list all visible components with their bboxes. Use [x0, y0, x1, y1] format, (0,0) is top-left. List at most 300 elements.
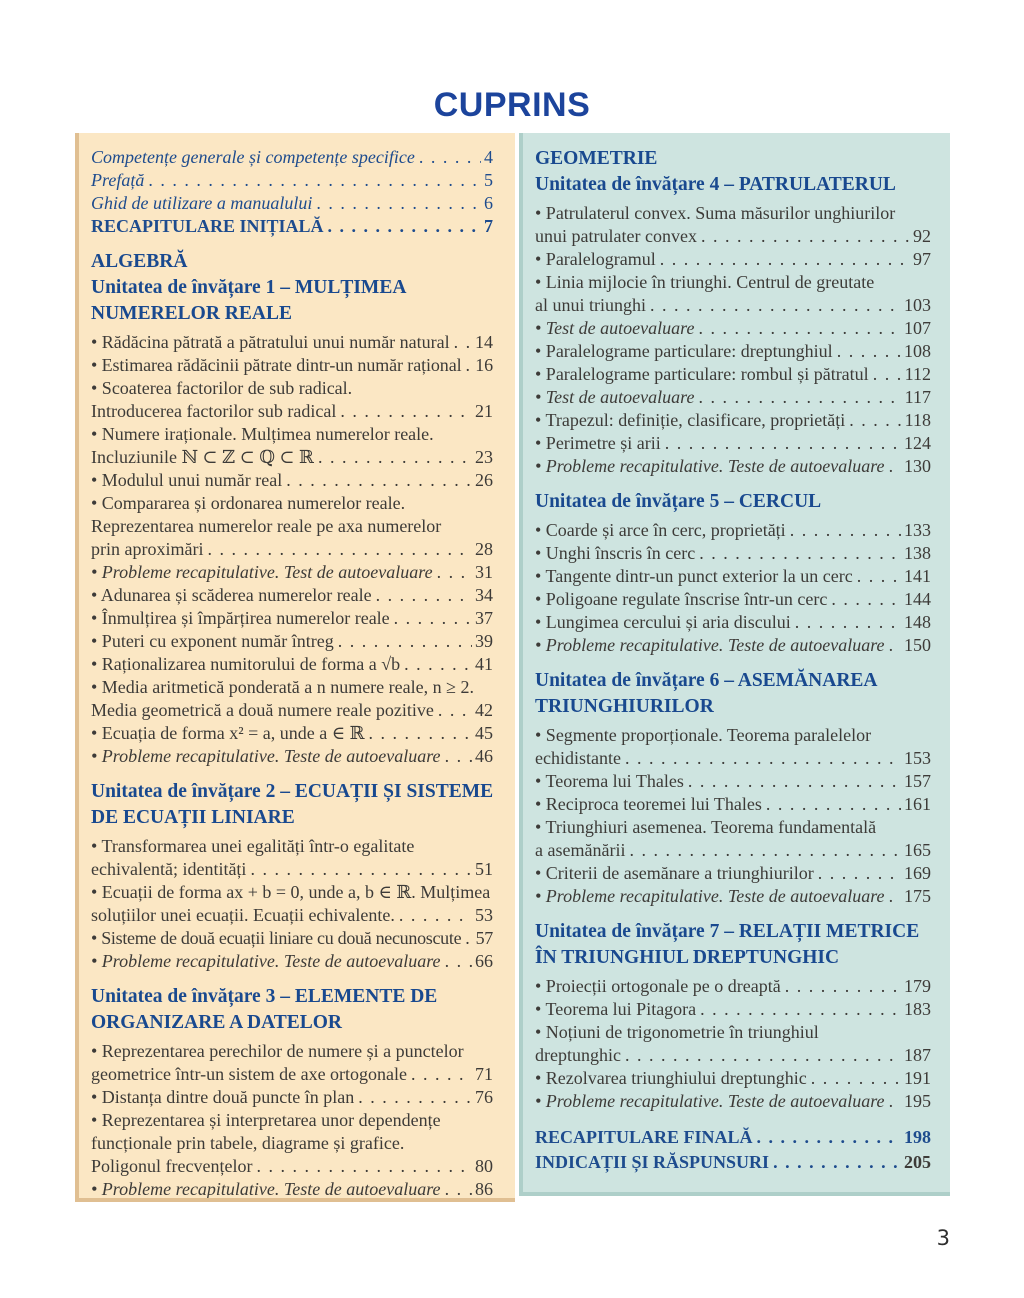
- toc-entry: [91, 331, 493, 354]
- toc-entry-line: • Compararea și ordonarea numerelor reale.: [91, 493, 406, 513]
- toc-entry-lastline: [535, 862, 931, 885]
- toc-entry-lastline: [535, 1090, 931, 1113]
- section-heading-line: Unitatea de învățare 3 – ELEMENTE DE: [91, 986, 438, 1007]
- section-heading-line: ORGANIZARE A DATELOR: [91, 1012, 343, 1033]
- toc-entry: [535, 202, 931, 248]
- section-heading-line: Unitatea de învățare 5 – CERCUL: [535, 491, 822, 512]
- toc-entry-lastline: [91, 215, 493, 238]
- dot-leader: [340, 400, 472, 423]
- toc-entry-page: 108: [904, 341, 931, 361]
- toc-entry-lastline: [91, 630, 493, 653]
- toc-entry-line: • Reprezentarea perechilor de numere și a punctelor: [91, 1041, 464, 1061]
- toc-entry-lastline: [535, 294, 931, 317]
- dot-leader: [256, 1155, 472, 1178]
- toc-entry-text: al unui triunghi: [535, 295, 646, 315]
- toc-entry-lastline: [535, 611, 931, 634]
- toc-entry-page: 150: [904, 635, 931, 655]
- toc-entry-text: • Coarde și arce în cerc, proprietăți: [535, 520, 786, 540]
- toc-entry-text: • Unghi înscris în cerc: [535, 543, 696, 563]
- toc-entry-lastline: [535, 542, 931, 565]
- page-number: 3: [936, 1226, 950, 1250]
- toc-entry-text: • Probleme recapitulative. Teste de autoevaluare: [535, 886, 885, 906]
- toc-entry-text: RECAPITULARE INIȚIALĂ: [91, 216, 324, 236]
- toc-entry: [535, 588, 931, 611]
- toc-entry-lastline: [535, 363, 931, 386]
- toc-entry: [91, 146, 493, 169]
- toc-entry-lastline: [535, 1125, 931, 1150]
- toc-entry-text: • Probleme recapitulative. Teste de autoevaluare: [535, 1091, 885, 1111]
- toc-entry-line: • Scoaterea factorilor de sub radical.: [91, 378, 353, 398]
- toc-entry: [91, 676, 493, 722]
- toc-entry: [91, 1178, 493, 1201]
- toc-entry-text: Ghid de utilizare a manualului: [91, 193, 313, 213]
- toc-entry-line: Reprezentarea numerelor reale pe axa numerelor: [91, 516, 442, 536]
- toc-entry-lastline: [535, 634, 931, 657]
- toc-entry: [91, 215, 493, 238]
- toc-entry-lastline: [91, 927, 493, 950]
- toc-entry-page: 86: [475, 1179, 493, 1199]
- toc-entry-page: 133: [904, 520, 931, 540]
- toc-entry-page: 14: [475, 332, 493, 352]
- section-heading-line: Unitatea de învățare 7 – RELAȚII METRICE: [535, 921, 920, 942]
- toc-entry-lastline: [535, 317, 931, 340]
- toc-entry-text: • Ecuația de forma x² = a, unde a ∈ ℝ: [91, 723, 365, 743]
- dot-leader: [318, 446, 472, 469]
- toc-entry-lastline: [535, 793, 931, 816]
- toc-entry-lastline: [91, 584, 493, 607]
- right-column-panel: [519, 133, 950, 1196]
- toc-entry: [535, 611, 931, 634]
- toc-entry-text: prin aproximări: [91, 539, 204, 559]
- toc-entry-page: 107: [904, 318, 931, 338]
- dot-leader: [818, 862, 901, 885]
- toc-entry-page: 141: [904, 566, 931, 586]
- toc-entry-line: • Linia mijlocie în triunghi. Centrul de greutate: [535, 272, 875, 292]
- dot-leader: [207, 538, 472, 561]
- toc-entry: [535, 634, 931, 657]
- dot-leader: [286, 469, 472, 492]
- toc-entry: [91, 1040, 493, 1086]
- dot-leader: [376, 584, 472, 607]
- end-matter-block: [535, 1125, 931, 1175]
- toc-entry-page: 112: [904, 364, 931, 384]
- dot-leader: [688, 770, 901, 793]
- toc-entry-text: • Tangente dintr-un punct exterior la un cerc: [535, 566, 853, 586]
- toc-entry-page: 4: [484, 147, 493, 167]
- toc-entry-text: Poligonul frecvențelor: [91, 1156, 253, 1176]
- toc-section: [91, 779, 493, 973]
- toc-entry-page: 130: [904, 456, 931, 476]
- toc-entry-lastline: [535, 455, 931, 478]
- toc-entry: [535, 386, 931, 409]
- toc-entry: [91, 607, 493, 630]
- toc-entry-line: • Transformarea unei egalități într-o egalitate: [91, 836, 415, 856]
- toc-entry: [91, 630, 493, 653]
- dot-leader: [625, 1044, 901, 1067]
- toc-entry-page: 53: [475, 905, 493, 925]
- section-heading-line: DE ECUAȚII LINIARE: [91, 807, 295, 828]
- toc-entry-lastline: [535, 340, 931, 363]
- toc-entry-page: 148: [904, 612, 931, 632]
- toc-entry-text: Media geometrică a două numere reale pozitive: [91, 700, 434, 720]
- toc-entry-lastline: [535, 975, 931, 998]
- toc-entry-lastline: [91, 858, 493, 881]
- dot-leader: [445, 745, 472, 768]
- toc-entry-page: 80: [475, 1156, 493, 1176]
- dot-leader: [369, 722, 472, 745]
- toc-entry: [91, 1109, 493, 1178]
- toc-entry-text: • Probleme recapitulative. Teste de autoevaluare: [535, 456, 885, 476]
- toc-entry-page: 169: [904, 863, 931, 883]
- toc-entry: [91, 722, 493, 745]
- toc-entry-text: a asemănării: [535, 840, 626, 860]
- toc-entry: [91, 423, 493, 469]
- dot-leader: [399, 904, 472, 927]
- toc-section: [91, 249, 493, 768]
- toc-entry-page: 144: [904, 589, 931, 609]
- toc-entry-line: • Segmente proporționale. Teorema paralelelor: [535, 725, 872, 745]
- toc-section: [535, 668, 931, 908]
- toc-entry-lastline: [535, 432, 931, 455]
- dot-leader: [790, 519, 901, 542]
- toc-entry-page: 191: [904, 1068, 931, 1088]
- toc-entry: [91, 561, 493, 584]
- dot-leader: [857, 565, 901, 588]
- toc-entry-lastline: [91, 722, 493, 745]
- toc-entry: [91, 950, 493, 973]
- toc-entry-text: • Paralelograme particulare: dreptunghiul: [535, 341, 833, 361]
- dot-leader: [700, 998, 901, 1021]
- dot-leader: [665, 432, 901, 455]
- toc-entry-page: 45: [475, 723, 493, 743]
- toc-entry-text: INDICAȚII ȘI RĂSPUNSURI: [535, 1152, 770, 1172]
- dot-leader: [411, 1063, 472, 1086]
- toc-entry-page: 153: [904, 748, 931, 768]
- dot-leader: [328, 215, 481, 238]
- toc-entry: [535, 1125, 931, 1150]
- section-heading: [91, 249, 493, 327]
- dot-leader: [698, 317, 901, 340]
- toc-entry: [535, 1150, 931, 1175]
- toc-entry-text: • Poligoane regulate înscrise într-un cerc: [535, 589, 828, 609]
- toc-entry-page: 7: [484, 216, 493, 236]
- toc-entry-page: 195: [904, 1091, 931, 1111]
- toc-entry: [91, 469, 493, 492]
- toc-entry-page: 21: [475, 401, 493, 421]
- section-heading-line: ALGEBRĂ: [91, 251, 188, 272]
- toc-entry-text: soluțiilor unei ecuații. Ecuații echivalente.: [91, 905, 395, 925]
- toc-entry-text: • Probleme recapitulative. Teste de autoevaluare: [91, 951, 441, 971]
- toc-entry-text: • Test de autoevaluare: [535, 387, 695, 407]
- toc-entry: [535, 862, 931, 885]
- toc-section: [535, 146, 931, 478]
- toc-entry-page: 97: [913, 249, 931, 269]
- toc-entry-lastline: [91, 1178, 493, 1201]
- toc-entry-text: • Lungimea cercului și aria discului: [535, 612, 791, 632]
- toc-entry-text: • Distanța dintre două puncte în plan: [91, 1087, 355, 1107]
- toc-entry: [91, 653, 493, 676]
- toc-entry: [535, 1067, 931, 1090]
- toc-entry-text: • Probleme recapitulative. Teste de autoevaluare: [91, 746, 441, 766]
- toc-entry-page: 28: [475, 539, 493, 559]
- toc-entry-lastline: [91, 469, 493, 492]
- toc-entry: [535, 793, 931, 816]
- dot-leader: [849, 409, 901, 432]
- toc-entry-text: Incluziunile ℕ ⊂ ℤ ⊂ ℚ ⊂ ℝ: [91, 447, 314, 467]
- section-heading: [91, 779, 493, 831]
- toc-entry-text: echidistante: [535, 748, 621, 768]
- section-heading-line: NUMERELOR REALE: [91, 303, 292, 324]
- dot-leader: [445, 950, 472, 973]
- dot-leader: [811, 1067, 901, 1090]
- front-matter-block: [91, 146, 493, 238]
- toc-entry-lastline: [91, 192, 493, 215]
- toc-entry-page: 57: [475, 928, 493, 948]
- toc-entry: [91, 584, 493, 607]
- toc-entry-line: • Reprezentarea și interpretarea unor dependențe: [91, 1110, 441, 1130]
- toc-entry-lastline: [91, 146, 493, 169]
- dot-leader: [889, 455, 901, 478]
- toc-entry-text: • Modulul unui număr real: [91, 470, 283, 490]
- toc-entry-lastline: [91, 653, 493, 676]
- toc-entry-page: 92: [913, 226, 931, 246]
- toc-entry-page: 41: [475, 654, 493, 674]
- dot-leader: [785, 975, 901, 998]
- dot-leader: [773, 1150, 901, 1175]
- toc-entry-page: 175: [904, 886, 931, 906]
- toc-entry-lastline: [535, 885, 931, 908]
- toc-entry-page: 198: [904, 1127, 931, 1147]
- toc-entry-page: 161: [904, 794, 931, 814]
- toc-entry-page: 124: [904, 433, 931, 453]
- toc-entry: [535, 271, 931, 317]
- toc-entry: [91, 745, 493, 768]
- toc-entry-text: • Probleme recapitulative. Test de autoevaluare: [91, 562, 433, 582]
- toc-entry-lastline: [535, 770, 931, 793]
- toc-entry-page: 26: [475, 470, 493, 490]
- dot-leader: [316, 192, 481, 215]
- dot-leader: [831, 588, 901, 611]
- toc-entry-page: 165: [904, 840, 931, 860]
- toc-entry: [91, 354, 493, 377]
- dot-leader: [625, 747, 901, 770]
- toc-entry-text: • Teorema lui Pitagora: [535, 999, 697, 1019]
- section-heading: [535, 489, 931, 515]
- dot-leader: [660, 248, 910, 271]
- dot-leader: [358, 1086, 472, 1109]
- dot-leader: [419, 146, 481, 169]
- dot-leader: [445, 1178, 472, 1201]
- toc-entry-text: • Rădăcina pătrată a pătratului unui număr natural: [91, 332, 450, 352]
- section-heading: [535, 146, 931, 198]
- left-column-panel: [75, 133, 515, 1202]
- dot-leader: [148, 169, 481, 192]
- toc-entry: [535, 885, 931, 908]
- section-heading-line: ÎN TRIUNGHIUL DREPTUNGHIC: [535, 947, 840, 968]
- toc-entry: [535, 770, 931, 793]
- toc-entry-lastline: [91, 538, 493, 561]
- toc-entry-text: geometrice într-un sistem de axe ortogonale: [91, 1064, 408, 1084]
- toc-entry-lastline: [91, 1155, 493, 1178]
- toc-entry-lastline: [91, 169, 493, 192]
- dot-leader: [889, 885, 901, 908]
- toc-entry-lastline: [535, 839, 931, 862]
- toc-entry-text: • Probleme recapitulative. Teste de autoevaluare: [91, 1179, 441, 1199]
- toc-entry: [535, 1021, 931, 1067]
- toc-entry-lastline: [535, 747, 931, 770]
- toc-entry: [535, 363, 931, 386]
- toc-entry-page: 118: [904, 410, 931, 430]
- toc-entry-lastline: [91, 354, 493, 377]
- section-heading-line: Unitatea de învățare 1 – MULȚIMEA: [91, 277, 407, 298]
- toc-entry: [91, 492, 493, 561]
- dot-leader: [889, 634, 901, 657]
- toc-section: [535, 489, 931, 657]
- toc-entry-text: • Perimetre și arii: [535, 433, 661, 453]
- section-heading: [91, 984, 493, 1036]
- toc-entry-lastline: [91, 400, 493, 423]
- toc-entry-lastline: [91, 561, 493, 584]
- toc-entry-lastline: [91, 1063, 493, 1086]
- toc-entry: [535, 542, 931, 565]
- toc-entry-lastline: [91, 699, 493, 722]
- dot-leader: [889, 1090, 901, 1113]
- toc-entry-text: unui patrulater convex: [535, 226, 697, 246]
- toc-entry-line: • Media aritmetică ponderată a n numere reale, n ≥ 2.: [91, 677, 475, 697]
- dot-leader: [701, 225, 910, 248]
- toc-entry-page: 138: [904, 543, 931, 563]
- toc-entry-text: • Trapezul: definiție, clasificare, proprietăți: [535, 410, 846, 430]
- dot-leader: [465, 927, 472, 950]
- dot-leader: [757, 1125, 901, 1150]
- toc-entry-text: Competențe generale și competențe specifice: [91, 147, 415, 167]
- toc-entry-text: Introducerea factorilor sub radical: [91, 401, 337, 421]
- toc-entry: [535, 724, 931, 770]
- toc-entry-page: 37: [475, 608, 493, 628]
- dot-leader: [250, 858, 472, 881]
- toc-entry-lastline: [535, 1150, 931, 1175]
- section-heading-line: Unitatea de învățare 4 – PATRULATERUL: [535, 174, 896, 195]
- dot-leader: [766, 793, 901, 816]
- toc-entry: [91, 835, 493, 881]
- toc-entry-lastline: [91, 607, 493, 630]
- dot-leader: [466, 354, 473, 377]
- toc-entry-lastline: [91, 1086, 493, 1109]
- toc-entry-text: echivalentă; identități: [91, 859, 247, 879]
- section-heading-line: Unitatea de învățare 6 – ASEMĂNAREA: [535, 670, 878, 691]
- toc-entry-lastline: [535, 248, 931, 271]
- toc-entry-lastline: [535, 998, 931, 1021]
- toc-entry-text: • Probleme recapitulative. Teste de autoevaluare: [535, 635, 885, 655]
- toc-entry-line: • Numere iraționale. Mulțimea numerelor reale.: [91, 424, 434, 444]
- toc-entry-page: 76: [475, 1087, 493, 1107]
- toc-entry: [91, 1086, 493, 1109]
- toc-entry-lastline: [535, 519, 931, 542]
- toc-entry: [535, 975, 931, 998]
- toc-entry: [91, 881, 493, 927]
- toc-entry: [535, 1090, 931, 1113]
- dot-leader: [437, 561, 472, 584]
- toc-entry-page: 103: [904, 295, 931, 315]
- dot-leader: [795, 611, 901, 634]
- toc-entry-page: 51: [475, 859, 493, 879]
- section-heading: [535, 919, 931, 971]
- toc-entry-page: 23: [475, 447, 493, 467]
- toc-entry-line: • Triunghiuri asemenea. Teorema fundamentală: [535, 817, 877, 837]
- toc-entry-page: 46: [475, 746, 493, 766]
- toc-entry-page: 39: [475, 631, 493, 651]
- toc-entry-text: dreptunghic: [535, 1045, 621, 1065]
- toc-entry: [535, 998, 931, 1021]
- dot-leader: [629, 839, 901, 862]
- toc-entry-text: • Criterii de asemănare a triunghiurilor: [535, 863, 814, 883]
- toc-section: [535, 919, 931, 1113]
- dot-leader: [699, 542, 901, 565]
- dot-leader: [873, 363, 902, 386]
- toc-entry-line: • Ecuații de forma ax + b = 0, unde a, b ∈ ℝ. Mulțimea: [91, 882, 491, 902]
- toc-entry-lastline: [91, 745, 493, 768]
- toc-entry-text: • Reciproca teoremei lui Thales: [535, 794, 762, 814]
- toc-entry-text: • Sisteme de două ecuații liniare cu două necunoscute: [91, 928, 462, 948]
- toc-entry-lastline: [91, 331, 493, 354]
- dot-leader: [404, 653, 472, 676]
- toc-entry-lastline: [535, 225, 931, 248]
- toc-entry-page: 179: [904, 976, 931, 996]
- toc-entry-page: 31: [475, 562, 493, 582]
- toc-entry-page: 205: [904, 1152, 931, 1172]
- dot-leader: [454, 331, 472, 354]
- toc-entry-line: • Noțiuni de trigonometrie în triunghiul: [535, 1022, 819, 1042]
- toc-section: [91, 984, 493, 1201]
- toc-entry-page: 71: [475, 1064, 493, 1084]
- toc-entry-page: 157: [904, 771, 931, 791]
- toc-entry-text: • Rezolvarea triunghiului dreptunghic: [535, 1068, 807, 1088]
- toc-entry-lastline: [535, 1044, 931, 1067]
- toc-entry: [91, 192, 493, 215]
- toc-entry-text: RECAPITULARE FINALĂ: [535, 1127, 753, 1147]
- section-heading: [535, 668, 931, 720]
- toc-entry-page: 42: [475, 700, 493, 720]
- toc-entry-lastline: [535, 1067, 931, 1090]
- dot-leader: [338, 630, 472, 653]
- section-heading-line: TRIUNGHIURILOR: [535, 696, 714, 717]
- toc-entry-line: funcționale prin tabele, diagrame și grafice.: [91, 1133, 405, 1153]
- toc-entry: [91, 927, 493, 950]
- toc-entry-text: • Raționalizarea numitorului de forma a √b: [91, 654, 401, 674]
- dot-leader: [698, 386, 901, 409]
- toc-entry: [535, 248, 931, 271]
- toc-entry-page: 66: [475, 951, 493, 971]
- toc-entry-page: 183: [904, 999, 931, 1019]
- toc-entry-text: • Paralelogramul: [535, 249, 656, 269]
- toc-entry-page: 117: [904, 387, 931, 407]
- toc-entry: [535, 317, 931, 340]
- toc-entry-text: • Paralelograme particulare: rombul și pătratul: [535, 364, 869, 384]
- toc-entry-lastline: [91, 950, 493, 973]
- toc-entry-text: • Înmulțirea și împărțirea numerelor reale: [91, 608, 390, 628]
- toc-entry-page: 16: [475, 355, 493, 375]
- dot-leader: [650, 294, 901, 317]
- dot-leader: [837, 340, 901, 363]
- toc-entry: [535, 432, 931, 455]
- toc-entry: [535, 519, 931, 542]
- toc-entry-page: 5: [484, 170, 493, 190]
- toc-entry: [535, 455, 931, 478]
- dot-leader: [394, 607, 472, 630]
- toc-entry-lastline: [535, 565, 931, 588]
- toc-entry: [535, 565, 931, 588]
- toc-entry-text: • Teorema lui Thales: [535, 771, 684, 791]
